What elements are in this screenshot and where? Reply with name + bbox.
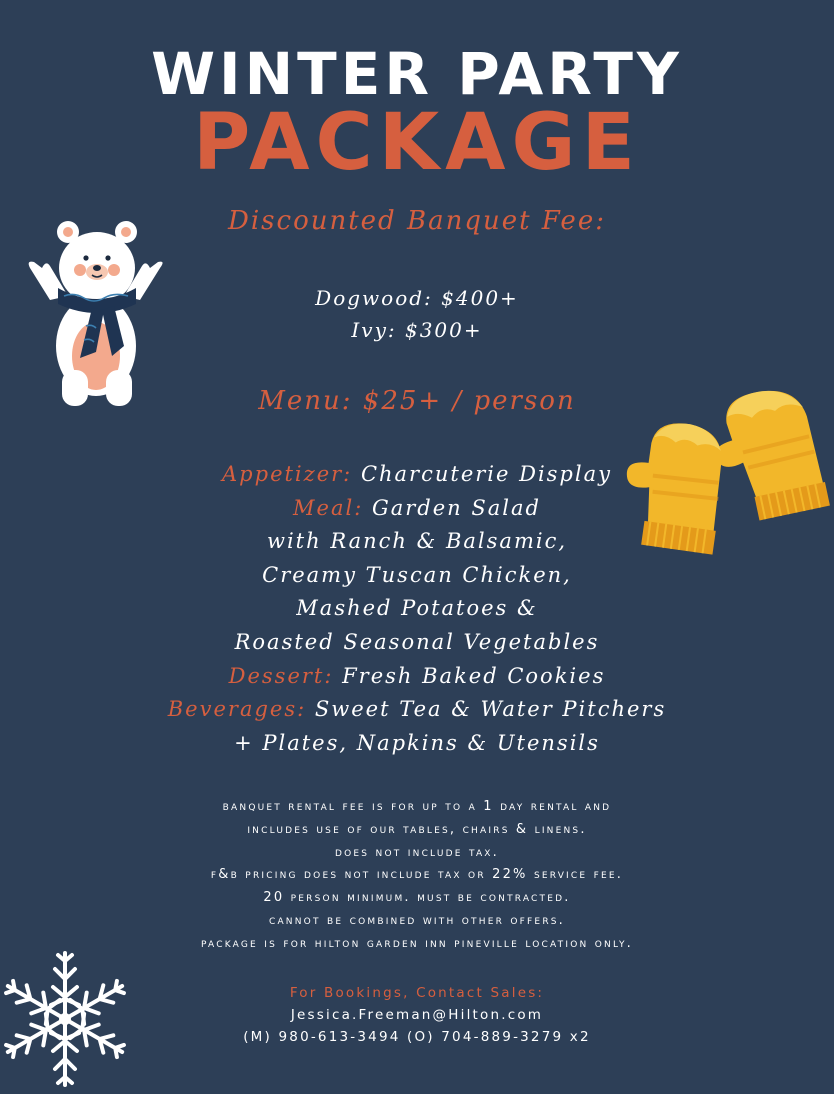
fine-print-line: package is for hilton garden inn pineville location only. xyxy=(200,935,634,951)
menu-line xyxy=(0,626,834,660)
fine-print-line: cannot be combined with other offers. xyxy=(268,912,566,928)
menu-label: Dessert: xyxy=(228,663,334,688)
menu-text: Sweet Tea & Water Pitchers xyxy=(306,697,667,722)
fee-ivy: Ivy: $300+ xyxy=(351,318,483,342)
menu-text: + Plates, Napkins & Utensils xyxy=(234,730,600,755)
contact-heading: For Bookings, Contact Sales: xyxy=(289,985,545,1001)
menu-text: with Ranch & Balsamic, xyxy=(266,529,568,554)
menu-text: Creamy Tuscan Chicken, xyxy=(262,562,572,587)
menu-price: Menu: $25+ / person xyxy=(258,386,576,416)
menu-line xyxy=(0,727,834,761)
menu-line-dessert xyxy=(0,660,834,694)
fine-print-line: does not include tax. xyxy=(334,844,500,860)
menu-text: Garden Salad xyxy=(363,495,541,520)
mittens-icon xyxy=(624,384,834,570)
menu-text: Mashed Potatoes & xyxy=(296,596,538,621)
fine-print xyxy=(0,796,834,956)
menu-line-beverages xyxy=(0,693,834,727)
fine-print-line: 20 person minimum. must be contracted. xyxy=(263,890,571,906)
contact-email[interactable]: Jessica.Freeman@Hilton.com xyxy=(290,1007,544,1023)
menu-text: Fresh Baked Cookies xyxy=(333,663,606,688)
fee-dogwood: Dogwood: $400+ xyxy=(315,286,519,310)
menu-line xyxy=(0,592,834,626)
menu-label: Meal: xyxy=(293,495,364,520)
contact-phones: (M) 980-613-3494 (O) 704-889-3279 x2 xyxy=(243,1029,591,1045)
title-line-1: WINTER PARTY xyxy=(151,40,683,108)
menu-label: Beverages: xyxy=(167,697,307,722)
title-line-2: PACKAGE xyxy=(193,98,641,188)
polar-bear-icon xyxy=(22,218,172,410)
snowflake-icon xyxy=(0,944,140,1094)
fine-print-line: f&b pricing does not include tax or 22% service fee. xyxy=(210,867,624,883)
fine-print-line: banquet rental fee is for up to a 1 day rental and xyxy=(222,799,612,814)
menu-label: Appetizer: xyxy=(222,462,353,486)
banquet-fee-heading: Discounted Banquet Fee: xyxy=(228,206,606,236)
menu-text: Roasted Seasonal Vegetables xyxy=(234,629,600,654)
menu-text: Charcuterie Display xyxy=(352,462,612,486)
fine-print-line: includes use of our tables, chairs & linens. xyxy=(247,821,587,837)
